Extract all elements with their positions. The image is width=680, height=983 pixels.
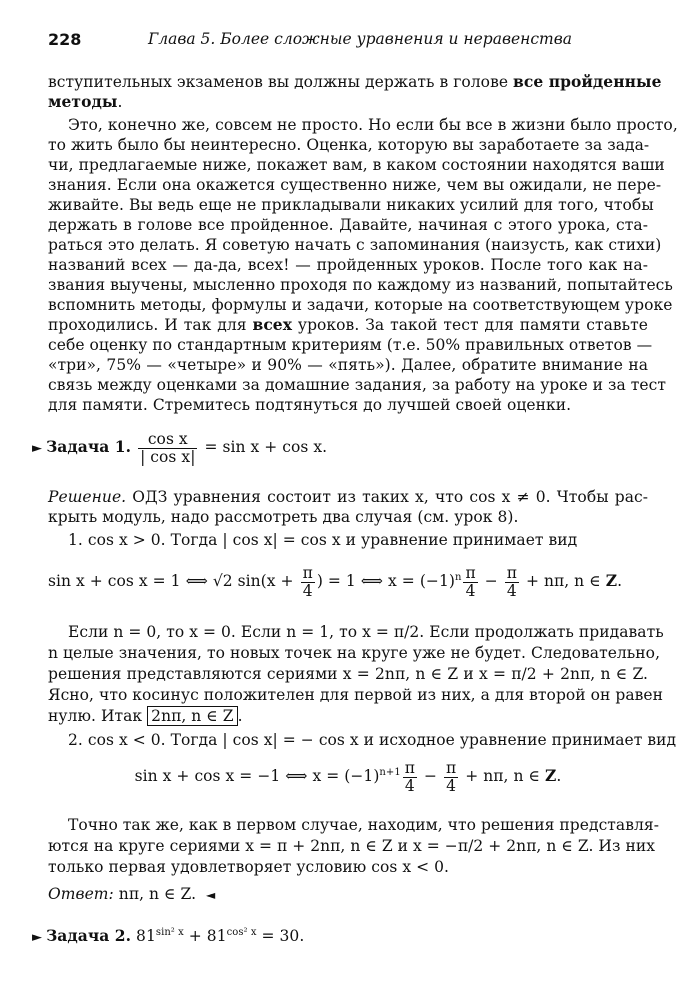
task-2 (32, 926, 632, 948)
paragraph-line (48, 315, 648, 335)
denominator: 4 (446, 776, 457, 795)
case-1-line: Если n = 0, то x = 0. Если n = 1, то x = π/2. Если продолжать придавать (68, 623, 664, 641)
fraction (138, 431, 197, 466)
equation-part: − (479, 572, 503, 590)
bold-text: всех (252, 315, 293, 334)
task-1 (32, 428, 632, 468)
text: нулю. Итак (48, 707, 148, 725)
case-2-line: только первая удовлетворяет условию cos x < 0. (48, 858, 450, 876)
paragraph-line: названий всех — да-да, всех! — пройденных уроков. После того как на- (48, 256, 648, 274)
numerator: π (404, 758, 416, 777)
case-1-line: решения представляются сериями x = 2nπ, n ∈ Z и x = π/2 + 2nπ, n ∈ Z. (48, 665, 648, 683)
equation-part: . (556, 767, 562, 785)
denominator: 4 (465, 581, 476, 600)
page-number: 228 (48, 30, 82, 49)
solution-line: крыть модуль, надо рассмотреть два случая (см. урок 8). (48, 508, 519, 526)
task-label: Задача 2. (46, 926, 132, 945)
paragraph-line: себе оценку по стандартным критериям (т.е. 50% правильных ответов — (48, 336, 653, 354)
equation-part: + nπ, n ∈ (460, 767, 545, 785)
paragraph-line: «три», 75% — «четыре» и 90% — «пять»). Далее, обратите внимание на (48, 356, 648, 374)
denominator: 4 (404, 776, 415, 795)
case-1-line: 1. cos x > 0. Тогда | cos x| = cos x и уравнение принимает вид (68, 531, 578, 549)
text: проходились. И так для (48, 316, 253, 334)
case-2-line: ются на круге сериями x = π + 2nπ, n ∈ Z и x = −π/2 + 2nπ, n ∈ Z. Из них (48, 837, 655, 855)
paragraph-line: чи, предлагаемые ниже, покажет вам, в каком состоянии находятся ваши (48, 156, 665, 174)
equation-part: + nπ, n ∈ (520, 572, 606, 590)
page-header (48, 30, 648, 49)
paragraph-line: знания. Если она окажется существенно ниже, чем вы ожидали, не пере- (48, 176, 662, 194)
task-label: Задача 1. (46, 437, 132, 456)
text: . (237, 707, 243, 725)
case-1-line: n целые значения, то новых точек на круге уже не будет. Следовательно, (48, 644, 661, 662)
integers-symbol: Z (545, 766, 557, 785)
equation-part: − (419, 767, 443, 785)
equation-part: + 81 (183, 927, 227, 945)
answer-line (48, 884, 648, 905)
numerator: cos x (138, 431, 197, 449)
task-marker-icon: ► (32, 930, 43, 945)
text: вступительных экзаменов вы должны держать в голове (48, 73, 514, 91)
paragraph-line: вспомнить методы, формулы и задачи, которые на соответствующем уроке (48, 296, 673, 314)
solution-label: Решение. (48, 488, 127, 506)
exponent: cos² x (226, 926, 257, 938)
answer-label: Ответ: (48, 885, 114, 903)
numerator: π (506, 563, 517, 582)
exponent: sin² x (155, 926, 184, 938)
boxed-result: 2nπ, n ∈ Z (147, 706, 237, 726)
equation-part: ) = 1 ⟺ x = (−1) (316, 572, 455, 590)
fraction (505, 565, 519, 600)
bold-text: все пройденные (513, 72, 662, 91)
exponent: n (454, 571, 462, 583)
denominator: 4 (302, 581, 313, 600)
equation-rhs: = sin x + cos x. (204, 438, 328, 456)
case-1-line (48, 706, 648, 726)
paragraph-line: раться это делать. Я советую начать с запоминания (наизусть, как стихи) (48, 236, 662, 254)
chapter-title: Глава 5. Более сложные уравнения и неравенства (148, 30, 573, 48)
answer-value: nπ, n ∈ Z. (113, 885, 197, 903)
integers-symbol: Z (605, 571, 618, 590)
equation-part: 81 (131, 927, 156, 945)
text: уроков. За такой тест для памяти ставьте (292, 316, 649, 334)
task-marker-icon: ► (32, 441, 43, 456)
denominator: | cos x| (140, 447, 196, 466)
numerator: π (302, 563, 313, 582)
paragraph-line (48, 72, 662, 92)
numerator: π (465, 563, 476, 582)
text: ОДЗ уравнения состоит из таких x, что cos x ≠ 0. Чтобы рас- (126, 488, 648, 506)
paragraph-line (48, 92, 648, 112)
exponent: n+1 (379, 766, 401, 778)
case-2-line: 2. cos x < 0. Тогда | cos x| = − cos x и исходное уравнение принимает вид (68, 731, 677, 749)
equation-1 (48, 562, 648, 600)
end-of-solution-icon: ◄ (206, 888, 216, 902)
case-2-line: Точно так же, как в первом случае, находим, что решения представля- (68, 816, 660, 834)
equation-part: sin x + cos x = −1 ⟺ x = (−1) (134, 767, 380, 785)
paragraph-line: связь между оценками за домашние задания, за работу на уроке и за тест (48, 376, 666, 394)
paragraph-line: живайте. Вы ведь еще не прикладывали никаких усилий для того, чтобы (48, 196, 654, 214)
paragraph-line: звания выучены, мысленно проходя по каждому из названий, попытайтесь (48, 276, 673, 294)
paragraph-line: Это, конечно же, совсем не просто. Но если бы все в жизни было просто, (68, 116, 678, 134)
paragraph-line: держать в голове все пройденное. Давайте, начиная с этого урока, ста- (48, 216, 648, 234)
fraction (463, 565, 477, 600)
equation-2 (48, 757, 648, 795)
equation-part: = 30. (256, 927, 305, 945)
fraction (444, 760, 458, 795)
equation-part: sin x + cos x = 1 ⟺ √2 sin(x + (48, 572, 299, 590)
text: . (117, 93, 123, 111)
bold-text: методы (48, 92, 118, 111)
paragraph-line: то жить было бы неинтересно. Оценка, которую вы заработаете за зада- (48, 136, 650, 154)
denominator: 4 (506, 581, 517, 600)
case-1-line: Ясно, что косинус положителен для первой из них, а для второй он равен (48, 686, 664, 704)
equation-part: . (617, 572, 623, 590)
paragraph-line: для памяти. Стремитесь подтянуться до лучшей своей оценки. (48, 396, 572, 414)
fraction (403, 760, 417, 795)
numerator: π (446, 758, 457, 777)
solution-line (48, 487, 648, 507)
fraction (301, 565, 315, 600)
